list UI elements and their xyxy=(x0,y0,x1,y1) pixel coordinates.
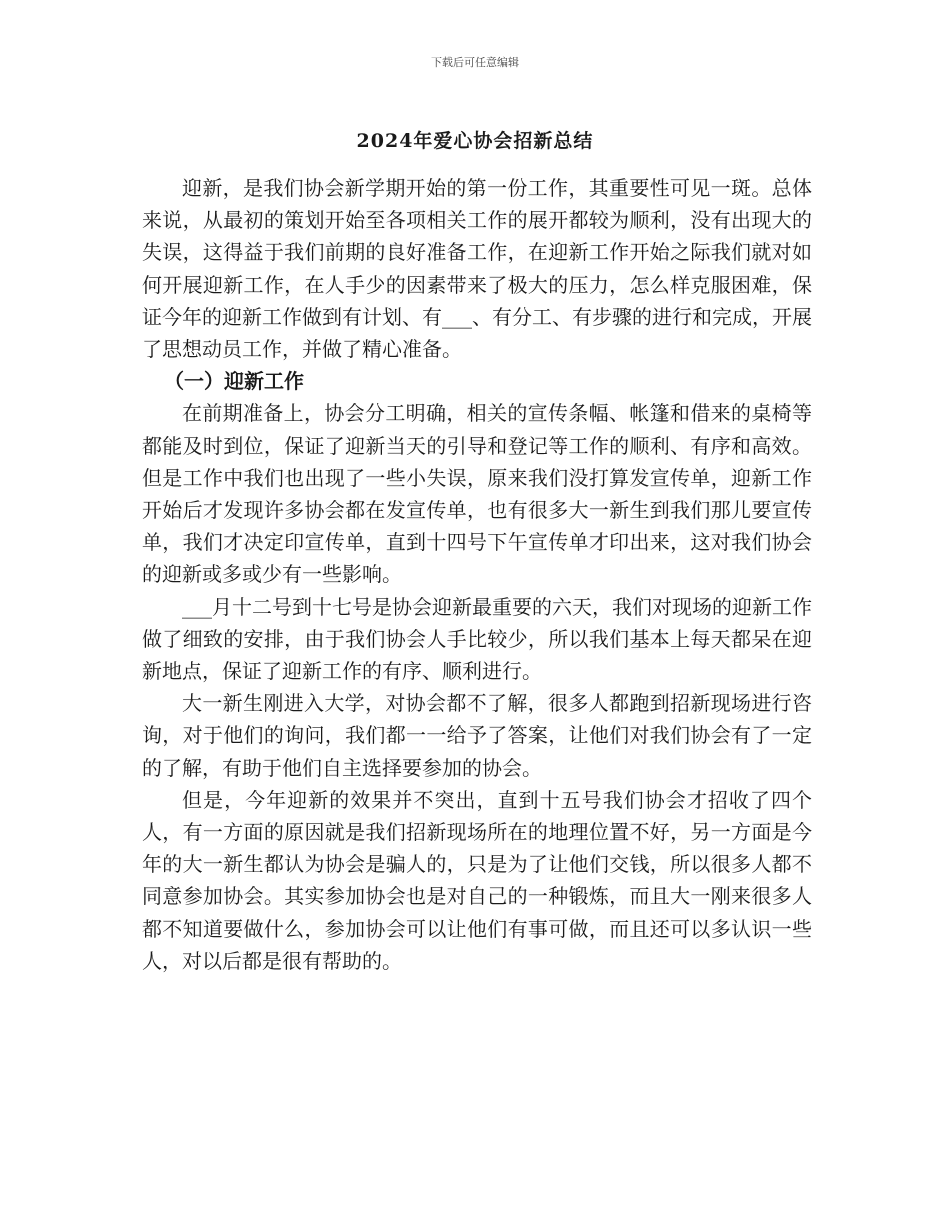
document-title: 2024年爱心协会招新总结 xyxy=(356,130,594,152)
body-paragraph: 大一新生刚进入大学，对协会都不了解，很多人都跑到招新现场进行咨询，对于他们的询问，我们都一一给予了答案，让他们对我们协会有了一定的了解，有助于他们自主选择要参加的协会。 xyxy=(142,691,812,780)
body-paragraph: 在前期准备上，协会分工明确，相关的宣传条幅、帐篷和借来的桌椅等都能及时到位，保证了迎新当天的引导和登记等工作的顺利、有序和高效。但是工作中我们也出现了一些小失误，原来我们没打算发宣传单，迎新工作开始后才发现许多协会都在发宣传单，也有很多大一新生到我们那儿要宣传单，我们才决定印宣传单，直到十四号下午宣传单才印出来，这对我们协会的迎新或多或少有一些影响。 xyxy=(142,401,812,587)
header-note: 下载后可任意编辑 xyxy=(431,56,519,69)
intro-paragraph: 迎新，是我们协会新学期开始的第一份工作，其重要性可见一斑。总体来说，从最初的策划开始至各项相关工作的展开都较为顺利，没有出现大的失误，这得益于我们前期的良好准备工作，在迎新工作开始之际我们就对如何开展迎新工作，在人手少的因素带来了极大的压力，怎么样克服困难，保证今年的迎新工作做到有计划、有___、有分工、有步骤的进行和完成，开展了思想动员工作，并做了精心准备。 xyxy=(142,176,812,362)
section-heading: （一）迎新工作 xyxy=(164,369,304,394)
body-paragraph: ___月十二号到十七号是协会迎新最重要的六天，我们对现场的迎新工作做了细致的安排，由于我们协会人手比较少，所以我们基本上每天都呆在迎新地点，保证了迎新工作的有序、顺利进行。 xyxy=(142,594,812,684)
body-paragraph: 但是，今年迎新的效果并不突出，直到十五号我们协会才招收了四个人，有一方面的原因就是我们招新现场所在的地理位置不好，另一方面是今年的大一新生都认为协会是骗人的，只是为了让他们交钱，所以很多人都不同意参加协会。其实参加协会也是对自己的一种锻炼，而且大一刚来很多人都不知道要做什么，参加协会可以让他们有事可做，而且还可以多认识一些人，对以后都是很有帮助的。 xyxy=(142,787,812,973)
document-body xyxy=(142,172,812,977)
